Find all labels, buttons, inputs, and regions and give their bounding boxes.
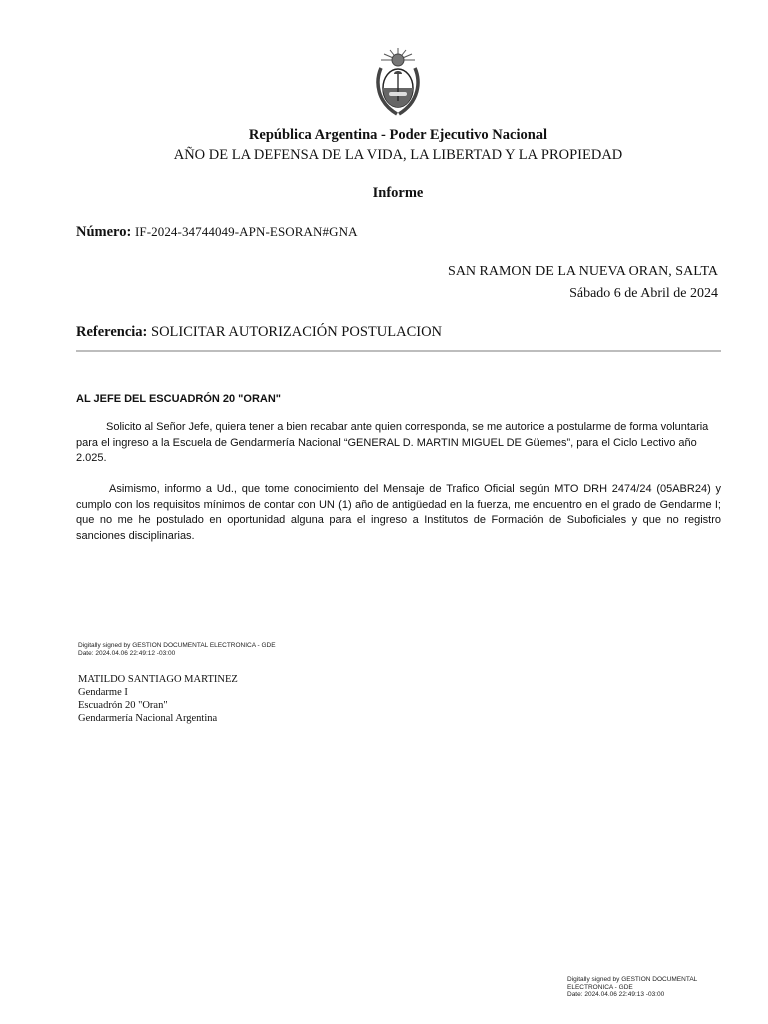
document-type: Informe [372,185,424,201]
document-number-value: IF-2024-34744049-APN-ESORAN#GNA [134,224,358,239]
signature-stamp-1-line-1: Digitally signed by GESTION DOCUMENTAL ELECTRONICA - GDE [78,642,276,649]
signer-name: MATILDO SANTIAGO MARTINEZ [78,674,238,685]
document-date: Sábado 6 de Abril de 2024 [569,286,718,301]
signature-stamp-2-line-1: Digitally signed by GESTION DOCUMENTAL [567,976,698,983]
signature-stamp-2-line-3: Date: 2024.04.06 22:49:13 -03:00 [567,991,665,998]
argentina-coat-of-arms-icon [373,46,423,118]
year-motto: AÑO DE LA DEFENSA DE LA VIDA, LA LIBERTAD Y LA PROPIEDAD [173,147,623,163]
signer-unit: Escuadrón 20 "Oran" [78,700,168,711]
reference-value: SOLICITAR AUTORIZACIÓN POSTULACION [151,324,443,340]
signer-institution: Gendarmería Nacional Argentina [78,713,218,724]
body-paragraph-1: Solicito al Señor Jefe, quiera tener a bien recabar ante quien corresponda, se me autorice a postularme de forma voluntaria para el ingreso a la Escuela de Gendarmería Nacional “GENERAL D. MARTIN MIGUEL DE Güemes”, para el Ciclo Lectivo año 2.025. [76,421,709,464]
addressee: AL JEFE DEL ESCUADRÓN 20 "ORAN" [76,393,282,405]
government-header: República Argentina - Poder Ejecutivo Nacional [248,127,548,143]
signature-stamp-2-line-2: ELECTRONICA - GDE [567,983,633,991]
digital-signature-stamp-1 [78,642,276,657]
signer-rank: Gendarme I [78,687,128,698]
signature-stamp-1-line-2: Date: 2024.04.06 22:49:12 -03:00 [78,649,176,657]
body-paragraph-2: Asimismo, informo a Ud., que tome conocimiento del Mensaje de Trafico Oficial según MTO DRH 2474/24 (05ABR24) y cumplo con los requisitos mínimos de contar con UN (1) año de antigüedad en la fuerza, me encuentro en el grado de Gendarme I; que no me he postulado en oportunidad alguna para el ingreso a Institutos de Formación de Suboficiales y que no registro sanciones disciplinarias. [76,483,721,542]
digital-signature-stamp-2 [567,976,737,999]
header-divider [76,350,721,352]
document-number-label: Número: [76,224,132,240]
reference [76,324,442,341]
document-number [76,224,358,241]
document-place: SAN RAMON DE LA NUEVA ORAN, SALTA [448,264,718,279]
reference-label: Referencia: [76,324,148,340]
signer-block [78,673,238,725]
